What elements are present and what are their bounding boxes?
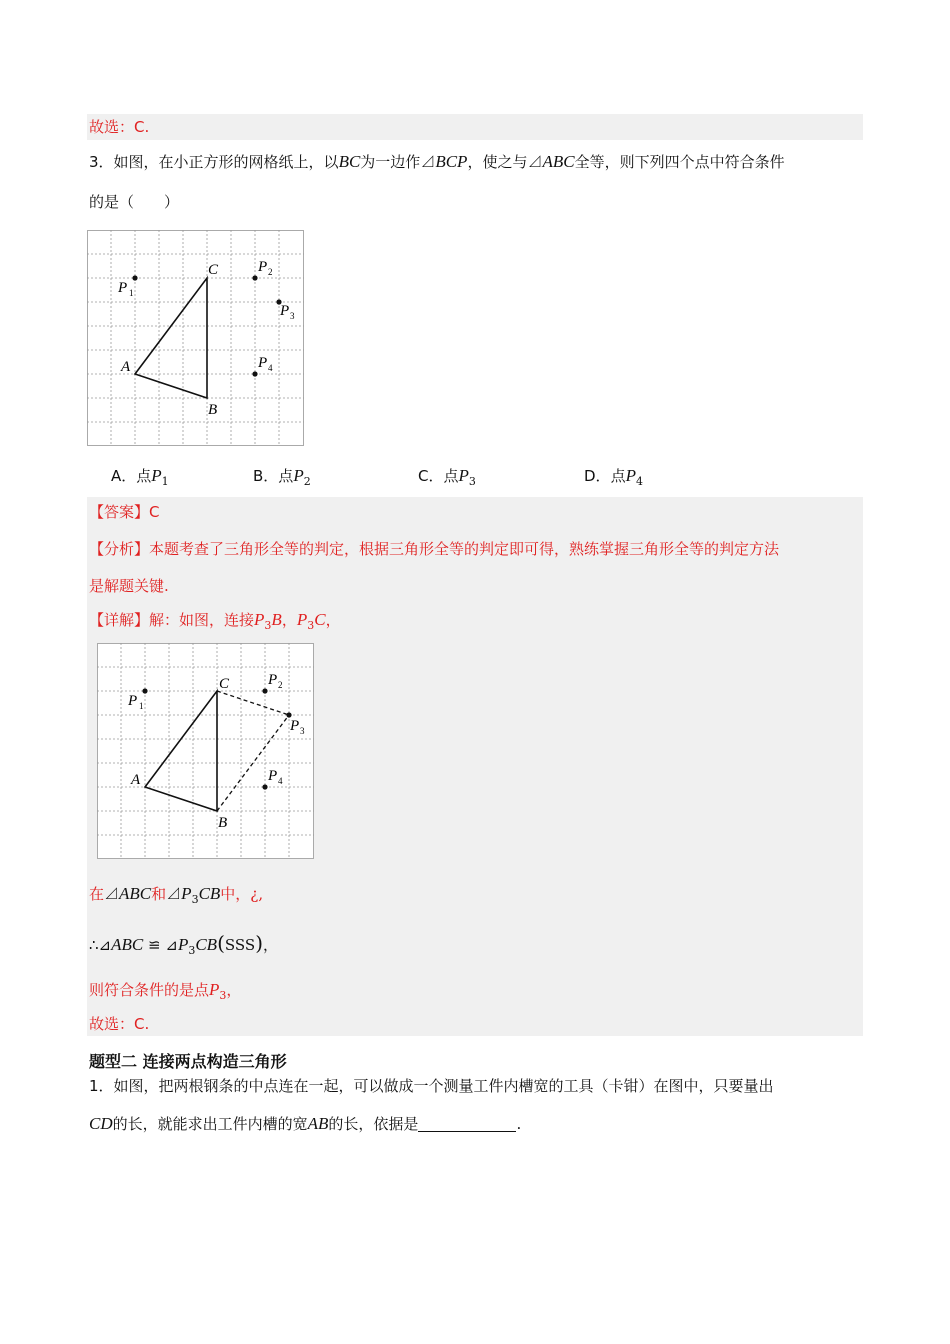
label-p1: P [128, 693, 138, 709]
section2-question1-line2: CD的长，就能求出工件内槽的宽AB的长，依据是 . [89, 1114, 522, 1133]
triangle-abc [135, 278, 207, 398]
option-b[interactable]: B．点$P_2$ [253, 466, 311, 488]
previous-answer-block [87, 114, 863, 140]
final-answer-line: 故选：C. [89, 1015, 150, 1033]
label-p2: P [268, 672, 278, 688]
label-b: B [208, 402, 218, 418]
label-b: B [218, 815, 228, 831]
label-p2-sub: 2 [268, 267, 273, 277]
point-p2 [252, 275, 257, 280]
grid-figure-solution [97, 643, 314, 859]
section2-question1-line1: 1．如图，把两根钢条的中点连在一起，可以做成一个测量工件内槽宽的工具（卡钳）在图中，只要量出 [89, 1077, 774, 1095]
point-p2 [262, 688, 267, 693]
conclusion-line: ∴⊿ABC ≌ $⊿P_3CB(SSS)$， [89, 931, 279, 957]
result-line: 则符合条件的是点$P_3$， [89, 980, 242, 1002]
point-p4 [252, 371, 257, 376]
label-p1: P [118, 280, 128, 296]
point-p4 [262, 784, 267, 789]
label-p3: P [290, 718, 300, 734]
label-a: A [131, 772, 141, 788]
label-p4-sub: 4 [278, 776, 283, 786]
label-p3-sub: 3 [290, 311, 295, 321]
label-p4: P [268, 768, 278, 784]
answer-line: 【答案】C [89, 503, 160, 521]
analysis-line2: 是解题关键. [89, 577, 169, 595]
point-p3 [286, 712, 291, 717]
label-c: C [219, 676, 230, 692]
label-p1-sub: 1 [129, 288, 134, 298]
previous-answer-line: 故选：C. [89, 118, 150, 136]
answer-blank[interactable] [418, 1117, 516, 1132]
label-p1-sub: 1 [139, 701, 144, 711]
label-p2-sub: 2 [278, 680, 283, 690]
analysis-line1: 【分析】本题考查了三角形全等的判定，根据三角形全等的判定即可得，熟练掌握三角形全等的判定方法 [89, 540, 780, 558]
section-heading: 题型二 连接两点构造三角形 [89, 1052, 287, 1071]
label-p4-sub: 4 [268, 363, 273, 373]
option-d[interactable]: D．点$P_4$ [584, 466, 643, 488]
label-p2: P [258, 259, 268, 275]
label-p3-sub: 3 [300, 726, 305, 736]
label-a: A [121, 359, 131, 375]
in-triangles-line: 在⊿ABC和$⊿P_3CB$中，¿, [89, 884, 264, 906]
point-p1 [142, 688, 147, 693]
option-c[interactable]: C．点$P_3$ [418, 466, 476, 488]
grid-lines [87, 230, 304, 446]
label-p3: P [280, 303, 290, 319]
point-p1 [132, 275, 137, 280]
option-a[interactable]: A．点$P_1$ [111, 466, 169, 488]
question-3-line2: 的是（ ） [89, 193, 180, 211]
label-c: C [208, 262, 219, 278]
detail-line: 【详解】解：如图，连接$P_3B$，$P_3C$， [89, 610, 341, 632]
question-3-line1: 3．如图，在小正方形的网格纸上，以BC为一边作⊿BCP，使之与⊿ABC全等，则下列四个点中符合条件 [89, 152, 785, 171]
grid-figure-question [87, 230, 304, 446]
label-p4: P [258, 355, 268, 371]
